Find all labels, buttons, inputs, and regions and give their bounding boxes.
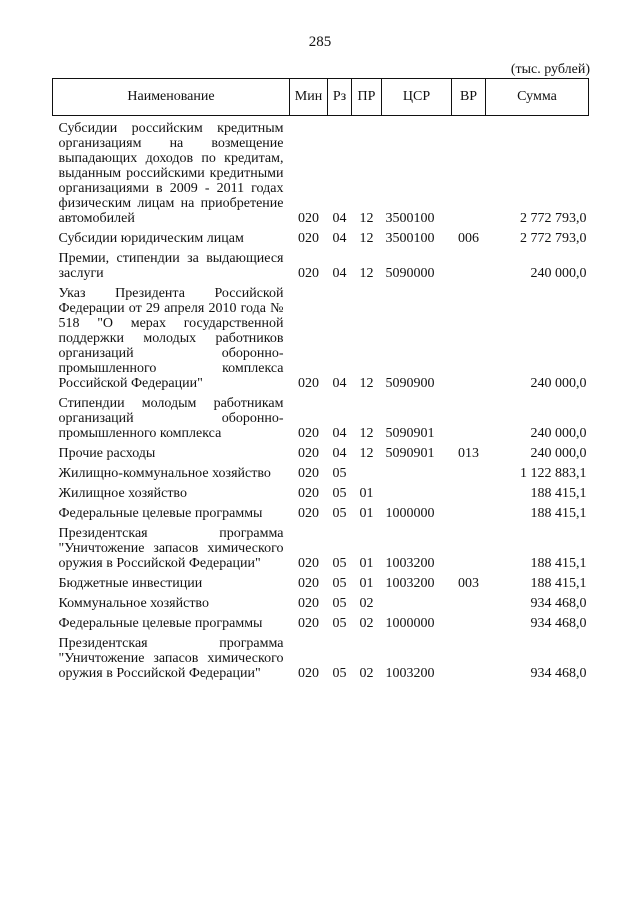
table-row <box>53 226 589 246</box>
row-min: 020 <box>298 506 319 521</box>
table-row <box>53 461 589 481</box>
row-vr <box>452 116 486 227</box>
row-csr: 1000000 <box>385 506 435 521</box>
row-rz: 05 <box>332 486 347 501</box>
row-rz: 05 <box>332 576 347 591</box>
row-name: Жилищное хозяйство <box>58 486 187 501</box>
row-csr: 5090000 <box>385 266 435 281</box>
table-row <box>53 441 589 461</box>
row-vr <box>452 481 486 501</box>
row-csr: 1003200 <box>385 556 435 571</box>
row-pr <box>352 461 382 481</box>
row-min: 020 <box>298 466 319 481</box>
row-min: 020 <box>298 446 319 461</box>
row-vr: 006 <box>458 231 479 246</box>
row-sum: 188 415,1 <box>530 576 587 591</box>
row-csr <box>382 591 452 611</box>
row-rz: 05 <box>332 596 347 611</box>
row-vr <box>452 246 486 281</box>
header-min: Мин <box>290 79 328 116</box>
table-row <box>53 116 589 227</box>
row-vr <box>452 521 486 571</box>
row-vr <box>452 591 486 611</box>
row-pr: 12 <box>359 446 374 461</box>
row-csr: 1000000 <box>385 616 435 631</box>
row-rz: 05 <box>332 466 347 481</box>
row-rz: 05 <box>332 556 347 571</box>
row-sum: 240 000,0 <box>530 376 587 391</box>
row-min: 020 <box>298 486 319 501</box>
row-rz: 05 <box>332 506 347 521</box>
row-pr: 12 <box>359 231 374 246</box>
row-sum: 934 468,0 <box>530 616 587 631</box>
row-sum: 188 415,1 <box>530 506 587 521</box>
row-pr: 12 <box>359 266 374 281</box>
row-vr <box>452 391 486 441</box>
header-sum: Сумма <box>486 79 589 116</box>
row-rz: 04 <box>332 211 347 226</box>
row-name: Президентская программа "Уничтожение запасов химического оружия в Российской Федерации" <box>58 636 284 681</box>
table-row <box>53 521 589 571</box>
table-row <box>53 631 589 681</box>
row-name: Субсидии российским кредитным организациям на возмещение выпадающих доходов по кредитам, выданным российскими кредитными организациями в 2009 - 2011 годах физическим лицам на приобретение автомобилей <box>58 121 284 226</box>
row-sum: 934 468,0 <box>530 666 587 681</box>
row-min: 020 <box>298 666 319 681</box>
row-name: Федеральные целевые программы <box>58 616 263 631</box>
row-csr: 1003200 <box>385 576 435 591</box>
row-pr: 02 <box>359 616 374 631</box>
row-pr: 02 <box>359 666 374 681</box>
row-name: Коммунальное хозяйство <box>58 596 209 611</box>
row-min: 020 <box>298 596 319 611</box>
row-csr: 3500100 <box>385 231 435 246</box>
header-pr: ПР <box>352 79 382 116</box>
row-rz: 05 <box>332 666 347 681</box>
row-name: Бюджетные инвестиции <box>58 576 203 591</box>
row-sum: 2 772 793,0 <box>520 211 587 226</box>
row-min: 020 <box>298 616 319 631</box>
row-csr: 5090901 <box>385 446 435 461</box>
row-name: Премии, стипендии за выдающиеся заслуги <box>58 251 284 281</box>
header-csr: ЦСР <box>382 79 452 116</box>
row-vr: 003 <box>458 576 479 591</box>
table-row <box>53 246 589 281</box>
table-row <box>53 591 589 611</box>
row-pr: 01 <box>359 576 374 591</box>
row-name: Федеральные целевые программы <box>58 506 263 521</box>
row-sum: 188 415,1 <box>530 556 587 571</box>
table-row <box>53 571 589 591</box>
row-pr: 12 <box>359 376 374 391</box>
row-min: 020 <box>298 211 319 226</box>
row-vr <box>452 461 486 481</box>
row-min: 020 <box>298 426 319 441</box>
row-pr: 02 <box>359 596 374 611</box>
units-label: (тыс. рублей) <box>510 62 590 77</box>
row-sum: 188 415,1 <box>530 486 587 501</box>
header-name: Наименование <box>53 79 290 116</box>
row-sum: 240 000,0 <box>530 266 587 281</box>
row-min: 020 <box>298 231 319 246</box>
table-row <box>53 611 589 631</box>
header-rz: Рз <box>328 79 352 116</box>
row-name: Субсидии юридическим лицам <box>58 231 244 246</box>
row-pr: 01 <box>359 486 374 501</box>
header-vr: ВР <box>452 79 486 116</box>
row-vr <box>452 611 486 631</box>
row-sum: 240 000,0 <box>530 426 587 441</box>
row-sum: 1 122 883,1 <box>520 466 587 481</box>
table-row <box>53 481 589 501</box>
row-csr: 5090900 <box>385 376 435 391</box>
table-row <box>53 391 589 441</box>
row-vr <box>452 281 486 391</box>
row-csr: 3500100 <box>385 211 435 226</box>
row-vr: 013 <box>458 446 479 461</box>
row-name: Прочие расходы <box>58 446 156 461</box>
row-rz: 04 <box>332 376 347 391</box>
row-csr: 5090901 <box>385 426 435 441</box>
row-min: 020 <box>298 376 319 391</box>
row-rz: 04 <box>332 446 347 461</box>
row-min: 020 <box>298 556 319 571</box>
row-pr: 12 <box>359 426 374 441</box>
row-min: 020 <box>298 266 319 281</box>
row-sum: 2 772 793,0 <box>520 231 587 246</box>
table-row <box>53 501 589 521</box>
row-pr: 01 <box>359 556 374 571</box>
row-rz: 04 <box>332 231 347 246</box>
row-pr: 01 <box>359 506 374 521</box>
row-csr <box>382 461 452 481</box>
row-name: Указ Президента Российской Федерации от 29 апреля 2010 года № 518 "О мерах государственной поддержки молодых работников организаций оборонно-промышленного комплекса Российской Федерации" <box>58 286 284 391</box>
row-sum: 240 000,0 <box>530 446 587 461</box>
row-csr <box>382 481 452 501</box>
row-min: 020 <box>298 576 319 591</box>
row-pr: 12 <box>359 211 374 226</box>
budget-table <box>52 78 589 681</box>
row-csr: 1003200 <box>385 666 435 681</box>
row-rz: 04 <box>332 266 347 281</box>
row-name: Жилищно-коммунальное хозяйство <box>58 466 271 481</box>
row-rz: 04 <box>332 426 347 441</box>
row-name: Стипендии молодым работникам организаций оборонно-промышленного комплекса <box>58 396 284 441</box>
table-row <box>53 281 589 391</box>
row-name: Президентская программа "Уничтожение запасов химического оружия в Российской Федерации" <box>58 526 284 571</box>
row-sum: 934 468,0 <box>530 596 587 611</box>
page-number: 285 <box>308 34 332 50</box>
row-vr <box>452 501 486 521</box>
table-header-row <box>53 79 589 116</box>
row-rz: 05 <box>332 616 347 631</box>
row-vr <box>452 631 486 681</box>
